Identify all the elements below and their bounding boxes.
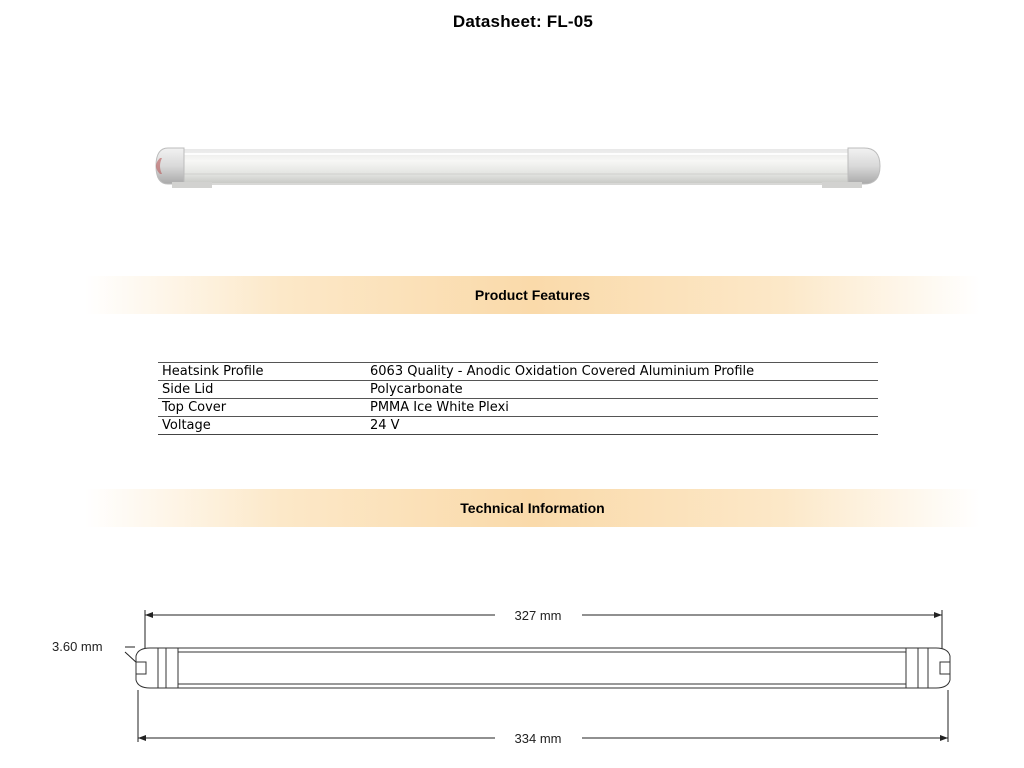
arrow-bottom-right bbox=[940, 735, 948, 741]
table-row bbox=[158, 417, 878, 435]
right-cap-insert bbox=[906, 648, 928, 688]
feature-value: PMMA Ice White Plexi bbox=[366, 399, 878, 417]
left-cap-insert bbox=[158, 648, 178, 688]
tube-body-outline bbox=[178, 648, 906, 688]
table-row bbox=[158, 399, 878, 417]
inner-length-label: 327 mm bbox=[514, 608, 562, 623]
feature-label: Top Cover bbox=[158, 399, 366, 417]
arrow-bottom-left bbox=[138, 735, 146, 741]
table-row bbox=[158, 381, 878, 399]
left-foot bbox=[172, 182, 212, 188]
arrow-top-right bbox=[934, 612, 942, 618]
left-end-cap bbox=[156, 148, 184, 184]
feature-value: 24 V bbox=[366, 417, 878, 435]
technical-information-band bbox=[85, 489, 980, 527]
feature-value: 6063 Quality - Anodic Oxidation Covered Aluminium Profile bbox=[366, 363, 878, 381]
end-offset-label: 3.60 mm bbox=[52, 639, 103, 654]
features-table bbox=[158, 362, 878, 435]
arrow-top-left bbox=[145, 612, 153, 618]
product-photo bbox=[150, 138, 885, 198]
dimension-drawing bbox=[0, 590, 1024, 768]
table-row bbox=[158, 363, 878, 381]
right-foot bbox=[822, 182, 862, 188]
outer-length-label: 334 mm bbox=[514, 731, 562, 746]
product-features-heading: Product Features bbox=[474, 287, 591, 303]
technical-information-heading: Technical Information bbox=[460, 500, 605, 516]
page-title: Datasheet: FL-05 bbox=[452, 12, 594, 31]
left-end-cap-outline bbox=[136, 648, 158, 688]
right-end-cap-outline bbox=[928, 648, 950, 688]
feature-value: Polycarbonate bbox=[366, 381, 878, 399]
feature-label: Heatsink Profile bbox=[158, 363, 366, 381]
right-end-cap bbox=[848, 148, 880, 184]
product-features-band bbox=[85, 276, 980, 314]
feature-label: Voltage bbox=[158, 417, 366, 435]
feature-label: Side Lid bbox=[158, 381, 366, 399]
